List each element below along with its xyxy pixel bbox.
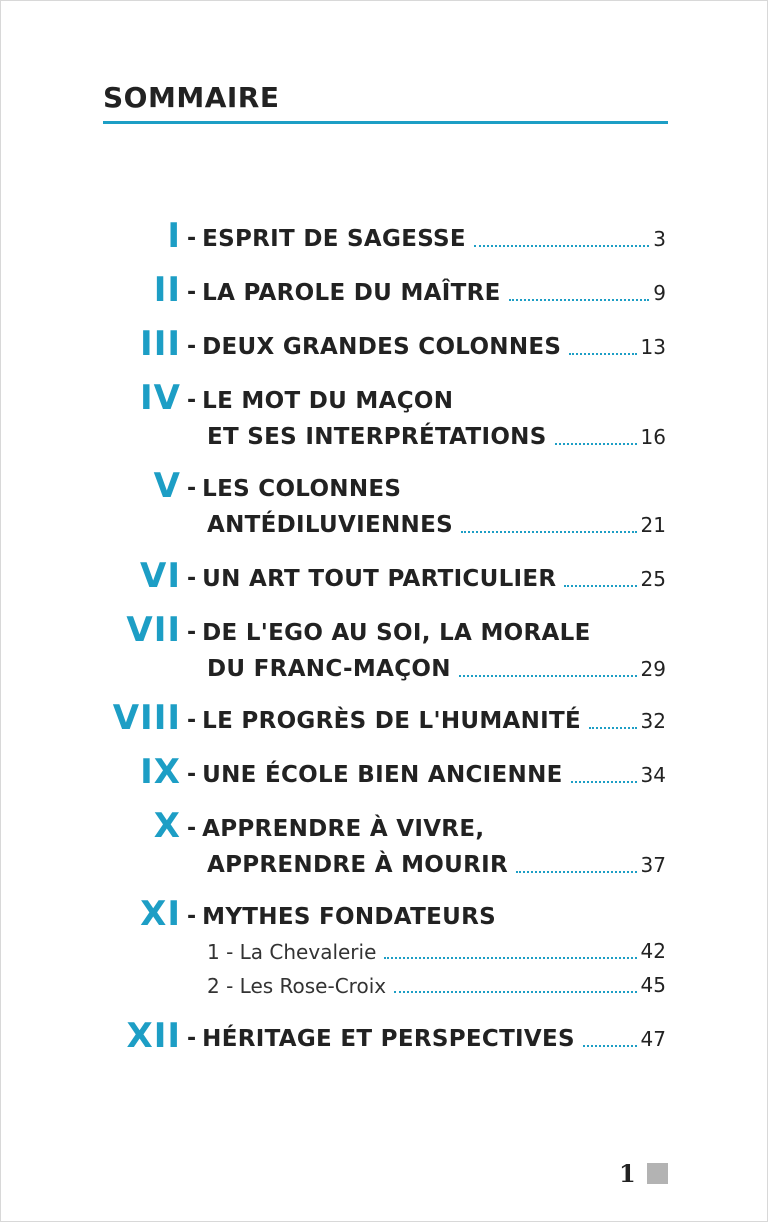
chapter-title: UNE ÉCOLE BIEN ANCIENNE xyxy=(202,762,563,788)
separator-dash: - xyxy=(187,566,197,591)
dot-leader xyxy=(461,530,637,533)
dot-leader xyxy=(509,298,650,301)
chapter-title: DEUX GRANDES COLONNES xyxy=(202,334,562,360)
chapter-page-number: 16 xyxy=(640,425,666,449)
subentry-title: 1 - La Chevalerie xyxy=(207,940,377,964)
dot-leader xyxy=(569,352,636,355)
page-title: SOMMAIRE xyxy=(103,81,280,114)
chapter-numeral: VIII xyxy=(112,698,181,738)
chapter-page-number: 47 xyxy=(640,1027,666,1051)
dot-leader xyxy=(384,956,636,959)
dot-leader xyxy=(555,442,637,445)
dot-leader xyxy=(571,780,637,783)
chapter-page-number: 3 xyxy=(653,227,666,251)
chapter-page-number: 32 xyxy=(640,709,666,733)
separator-dash: - xyxy=(187,280,197,305)
chapter-title: UN ART TOUT PARTICULIER xyxy=(202,566,557,592)
separator-dash: - xyxy=(187,620,197,645)
chapter-numeral: VII xyxy=(126,610,181,650)
chapter-page-number: 13 xyxy=(640,335,666,359)
separator-dash: - xyxy=(187,762,197,787)
chapter-title: DE L'EGO AU SOI, LA MORALE xyxy=(202,620,591,646)
chapter-page-number: 29 xyxy=(640,657,666,681)
separator-dash: - xyxy=(187,816,197,841)
chapter-numeral: II xyxy=(153,270,181,310)
chapter-title: LE MOT DU MAÇON xyxy=(202,388,454,414)
chapter-page-number: 21 xyxy=(640,513,666,537)
chapter-numeral: XII xyxy=(126,1016,181,1056)
chapter-page-number: 34 xyxy=(640,763,666,787)
chapter-title: ET SES INTERPRÉTATIONS xyxy=(207,424,547,450)
chapter-title: HÉRITAGE ET PERSPECTIVES xyxy=(202,1026,575,1052)
header xyxy=(103,81,668,124)
chapter-title: DU FRANC-MAÇON xyxy=(207,656,451,682)
chapter-numeral: III xyxy=(140,324,181,364)
dot-leader xyxy=(516,870,637,873)
chapter-title: ANTÉDILUVIENNES xyxy=(207,512,453,538)
subentry-title: 2 - Les Rose-Croix xyxy=(207,974,387,998)
chapter-page-number: 37 xyxy=(640,853,666,877)
toc-subentry[interactable] xyxy=(207,937,666,965)
chapter-numeral: XI xyxy=(140,894,181,934)
separator-dash: - xyxy=(187,388,197,413)
chapter-numeral: V xyxy=(153,466,181,506)
chapter-numeral: X xyxy=(153,806,181,846)
chapter-page-number: 9 xyxy=(653,281,666,305)
toc-subentry[interactable] xyxy=(207,971,666,999)
separator-dash: - xyxy=(187,476,197,501)
dot-leader xyxy=(474,244,649,247)
chapter-title: ESPRIT DE SAGESSE xyxy=(202,226,466,252)
subentry-page-number: 45 xyxy=(640,973,666,997)
chapter-page-number: 25 xyxy=(640,567,666,591)
separator-dash: - xyxy=(187,226,197,251)
dot-leader xyxy=(589,726,637,729)
chapter-title: MYTHES FONDATEURS xyxy=(202,904,496,930)
chapter-title: LE PROGRÈS DE L'HUMANITÉ xyxy=(202,708,582,734)
chapter-title: LES COLONNES xyxy=(202,476,402,502)
chapter-numeral: IX xyxy=(140,752,181,792)
chapter-numeral: IV xyxy=(140,378,181,418)
separator-dash: - xyxy=(187,1026,197,1051)
chapter-numeral: I xyxy=(167,216,181,256)
chapter-title: APPRENDRE À MOURIR xyxy=(207,852,509,878)
page-marker-square xyxy=(647,1163,668,1184)
separator-dash: - xyxy=(187,904,197,929)
dot-leader xyxy=(459,674,637,677)
chapter-title: LA PAROLE DU MAÎTRE xyxy=(202,280,501,306)
separator-dash: - xyxy=(187,708,197,733)
chapter-title: APPRENDRE À VIVRE, xyxy=(202,816,485,842)
chapter-numeral: VI xyxy=(140,556,181,596)
page-number: 1 xyxy=(619,1159,636,1188)
dot-leader xyxy=(394,990,636,993)
dot-leader xyxy=(583,1044,637,1047)
dot-leader xyxy=(564,584,636,587)
separator-dash: - xyxy=(187,334,197,359)
subentry-page-number: 42 xyxy=(640,939,666,963)
